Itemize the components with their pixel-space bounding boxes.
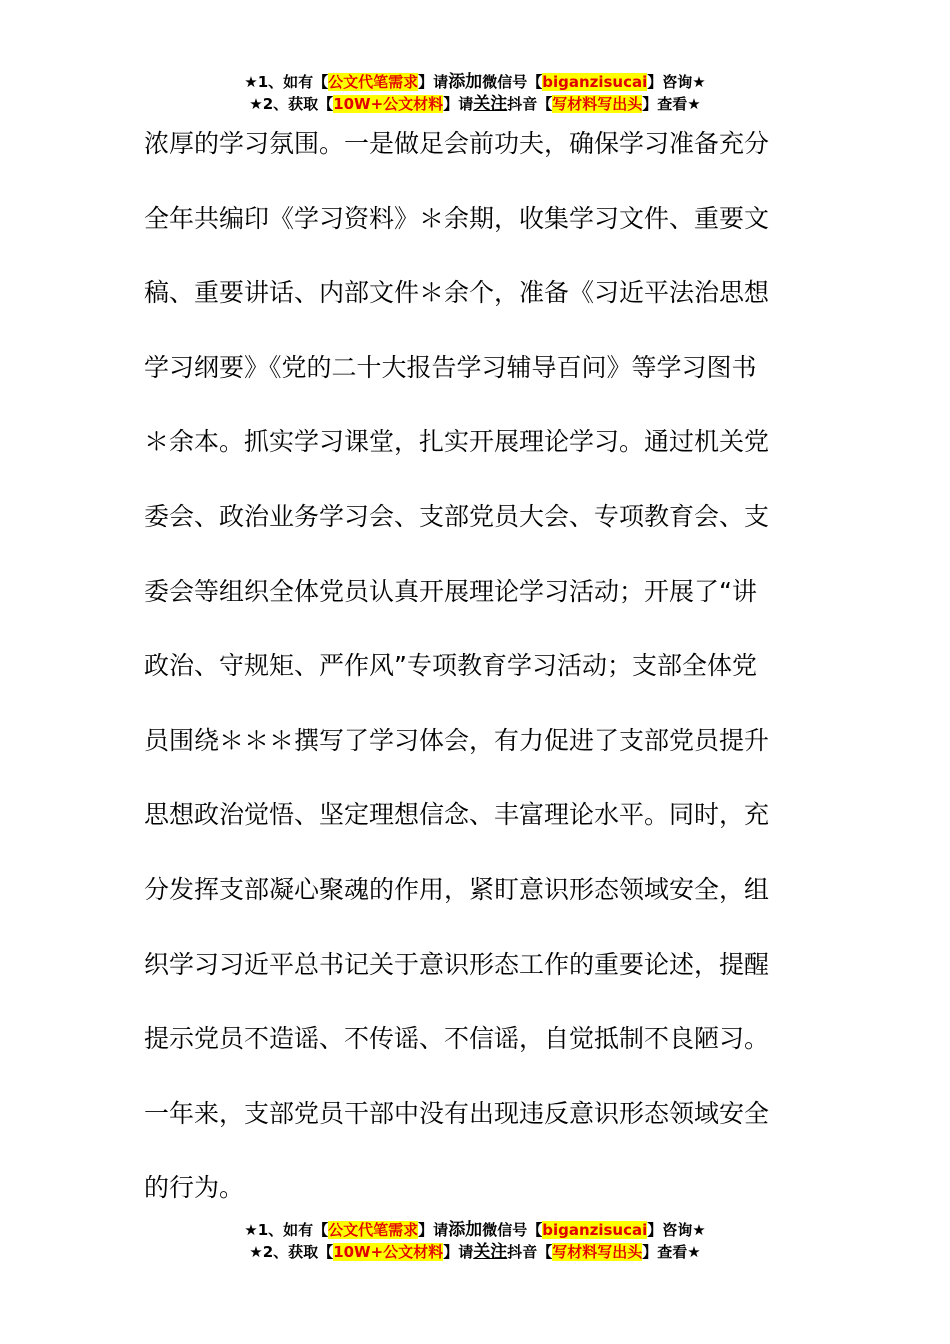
body-line: 浓厚的学习氛围。一是做足会前功夫，确保学习准备充分 (144, 129, 770, 158)
banner-highlight-service: 公文代笔需求 (328, 73, 419, 91)
banner-highlight-douyin: 写材料写出头 (552, 95, 643, 113)
body-line: 学习纲要》《党的二十大报告学习辅导百问》等学习图书 (144, 352, 757, 382)
banner-suffix: 】咨询★ (647, 73, 706, 91)
body-line: 一年来，支部党员干部中没有出现违反意识形态领域安全 (144, 1098, 770, 1128)
banner-suffix: 】查看★ (642, 1243, 701, 1261)
body-line: ＊余本。抓实学习课堂，扎实开展理论学习。通过机关党 (144, 427, 770, 457)
body-line: 全年共编印《学习资料》＊余期，收集学习文件、重要文 (144, 203, 770, 233)
banner-emphasis: 关注 (473, 94, 508, 114)
banner-text: 】请 (443, 1243, 474, 1261)
banner-line-1 (0, 71, 950, 93)
body-line: 思想政治觉悟、坚定理想信念、丰富理论水平。同时，充 (144, 800, 770, 830)
banner-suffix: 】查看★ (642, 95, 701, 113)
banner-highlight-wechat: biganzisucai (542, 1221, 648, 1239)
body-paragraph (144, 118, 808, 1237)
footer-banner (0, 1219, 950, 1263)
body-line: 织学习习近平总书记关于意识形态工作的重要论述，提醒 (144, 949, 770, 979)
banner-emphasis: 添加 (448, 1220, 483, 1240)
banner-emphasis: 添加 (448, 72, 483, 92)
body-line: 政治、守规矩、严作风”专项教育学习活动；支部全体党 (144, 651, 757, 681)
body-line: 分发挥支部凝心聚魂的作用，紧盯意识形态领域安全，组 (144, 874, 770, 904)
body-line: 委会等组织全体党员认真开展理论学习活动；开展了“讲 (144, 576, 757, 606)
banner-prefix: ★2、获取【 (249, 1243, 334, 1261)
banner-prefix: ★2、获取【 (249, 95, 334, 113)
banner-highlight-douyin: 写材料写出头 (552, 1243, 643, 1261)
banner-text: 】请 (443, 95, 474, 113)
body-line: 稿、重要讲话、内部文件＊余个，准备《习近平法治思想 (144, 278, 770, 308)
header-banner (0, 71, 950, 115)
banner-highlight-service: 公文代笔需求 (328, 1221, 419, 1239)
body-line: 员围绕＊＊＊撰写了学习体会，有力促进了支部党员提升 (144, 725, 770, 755)
banner-line-2 (0, 93, 950, 115)
banner-suffix: 】咨询★ (647, 1221, 706, 1239)
banner-line-1 (0, 1219, 950, 1241)
banner-text: 抖音【 (507, 1243, 553, 1261)
banner-text: 】请 (418, 1221, 449, 1239)
body-line: 的行为。 (144, 1173, 245, 1203)
banner-text: 抖音【 (507, 95, 553, 113)
banner-prefix: ★1、如有【 (244, 73, 329, 91)
banner-highlight-wechat: biganzisucai (542, 73, 648, 91)
banner-emphasis: 关注 (473, 1242, 508, 1262)
banner-text: 微信号【 (482, 1221, 543, 1239)
banner-text: 】请 (418, 73, 449, 91)
body-line: 提示党员不造谣、不传谣、不信谣，自觉抵制不良陋习。 (144, 1024, 770, 1054)
banner-highlight-materials: 10W+公文材料 (333, 95, 444, 113)
banner-prefix: ★1、如有【 (244, 1221, 329, 1239)
banner-line-2 (0, 1241, 950, 1263)
banner-highlight-materials: 10W+公文材料 (333, 1243, 444, 1261)
body-line: 委会、政治业务学习会、支部党员大会、专项教育会、支 (144, 501, 770, 531)
banner-text: 微信号【 (482, 73, 543, 91)
